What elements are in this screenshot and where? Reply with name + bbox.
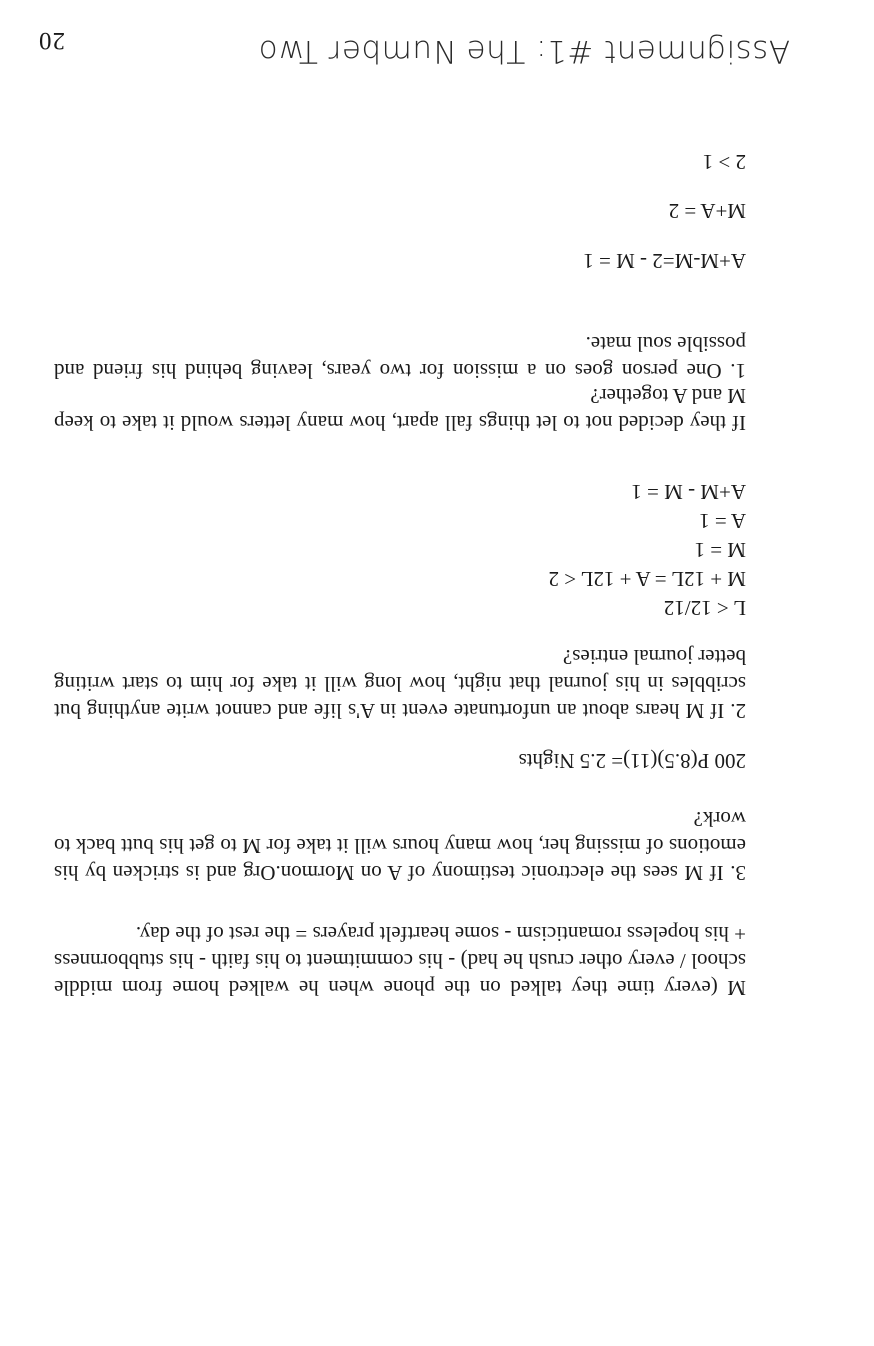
question-3-equation: M (every time they talked on the phone when he walked home from middle school / every other crush he had) - his commitment to his faith - his stubbornness + his hopeless romanticism - some heartfelt prayers = the rest of the day. [54,922,746,1000]
question-2-text: 2. If M hears about an unfortunate event in A's life and cannot write anything but scribbles in his journal that night, how long will it take for him to start writing better journal entries? [54,645,746,723]
q1-equation-2: A = 1 [699,509,746,533]
question-1-prompt: If they decided not to let things fall apart, how many letters would it take to keep M and A together? [54,384,746,435]
intro-line-1: 2 > 1 [702,150,746,174]
intro-line-3: A+M-M=2 - M = 1 [583,249,746,273]
question-3-text: 3. If M sees the electronic testimony of A on Mormon.Org and is stricken by his emotions of missing her, how many hours will it take for M to get his butt back to work? [54,807,746,885]
q1-equation-1: A+M - M = 1 [631,480,746,504]
intro-line-2: M+A = 2 [668,199,746,223]
question-2-equation: 200 P(8.5)(11)= 2.5 Nights [518,749,746,773]
q1-equation-4: M + 12L = A + 12L < 2 [548,567,746,591]
question-1-text: 1. One person goes on a mission for two years, leaving behind his friend and possible soul mate. [54,332,746,383]
q1-equation-3: M = 1 [694,538,746,562]
q1-equation-5: L < 12/12 [663,596,746,620]
page-number: 20 [38,27,65,54]
assignment-title: Assignment #1: The Number Two [258,33,790,69]
